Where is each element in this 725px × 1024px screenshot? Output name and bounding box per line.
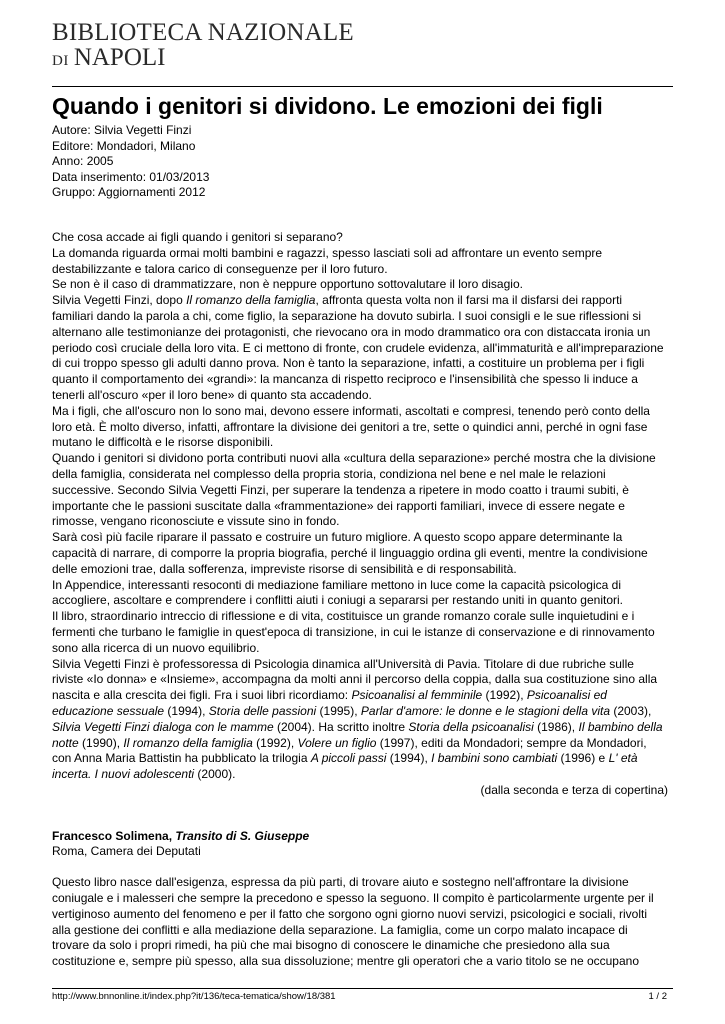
- footer-url: http://www.bnnonline.it/index.php?it/136/teca-tematica/show/18/381: [52, 991, 336, 1002]
- text-segment: rimosse, vengano riconosciute e vissute sino in fondo.: [52, 514, 340, 529]
- text-line: [52, 262, 682, 278]
- text-line: [52, 293, 682, 309]
- text-segment: loro età. È molto diverso, infatti, affrontare la divisione dei genitori a tre, sette o quindici anni, perché in ogni fase: [52, 419, 648, 434]
- text-segment: fermenti che turbano le famiglie in quest'epoca di transizione, in cui le istanze di conservazione e di rinnovamento: [52, 624, 655, 639]
- record-metadata: [52, 123, 209, 201]
- text-segment: Sarà così più facile riparare il passato e costruire un futuro migliore. A questo scopo appare determinante la: [52, 530, 623, 545]
- text-segment: (1997), editi da Mondadori; sempre da Mondadori,: [376, 735, 647, 750]
- text-line: [52, 483, 682, 499]
- text-line: alla gestione dei conflitti e alla mediazione della separazione. La famiglia, come un corpo malato incapace di: [52, 922, 628, 937]
- spacer: [52, 814, 682, 829]
- text-segment: (1994),: [386, 751, 432, 766]
- text-line: [52, 562, 682, 578]
- text-segment: periodo così cruciale della loro vita. E ci mettono di fronte, con crudele evidenza, all'immaturità e all'impreparazione: [52, 340, 664, 355]
- italic-title-segment: A piccoli passi: [310, 751, 387, 766]
- meta-author: Autore: Silvia Vegetti Finzi: [52, 123, 192, 137]
- artwork-artist: Francesco Solimena,: [52, 828, 176, 843]
- library-logo: [52, 20, 354, 70]
- page-number: 1 / 2: [648, 991, 667, 1002]
- text-segment: Silvia Vegetti Finzi è professoressa di Psicologia dinamica all'Università di Pavia. Titolare di due rubriche sulle: [52, 656, 634, 671]
- text-segment: In Appendice, interessanti resoconti di mediazione familiare mettono in luce come la capacità psicologica di: [52, 577, 621, 592]
- text-segment: destabilizzante e talora carico di conseguenze per il loro futuro.: [52, 261, 388, 276]
- text-segment: successive. Secondo Silvia Vegetti Finzi, per superare la tendenza a ripetere in modo coatto i traumi subiti, è: [52, 482, 629, 497]
- text-line: [52, 230, 682, 246]
- text-segment: (1994),: [164, 703, 209, 718]
- second-text-lines: [52, 875, 682, 970]
- text-segment: alternano alle testimonianze dei protagonisti, che rievocano ora in modo drammatico ora con distaccata ironia un: [52, 324, 651, 339]
- logo-line1: BIBLIOTECA NAZIONALE: [52, 19, 354, 46]
- text-segment: quanto il comportamento dei «grandi»: la mancanza di rispetto reciproco e l'insensibilità che spesso li induce a: [52, 372, 638, 387]
- italic-title-segment: I bambini sono cambiati: [431, 751, 558, 766]
- logo-line2: [52, 45, 354, 70]
- text-segment: La domanda riguarda ormai molti bambini e ragazzi, spesso lasciati soli ad affrontare un evento sempre: [52, 245, 603, 260]
- text-line: [52, 625, 682, 641]
- text-segment: (1992),: [482, 688, 527, 703]
- meta-publisher: Editore: Mondadori, Milano: [52, 138, 196, 153]
- text-line: [52, 420, 682, 436]
- text-segment: (1992),: [252, 735, 298, 750]
- text-segment: Il libro, straordinario intreccio di riflessione e di vita, costituisce un grande romanzo corale sulle inquietudini e i: [52, 609, 635, 624]
- text-line: [52, 593, 682, 609]
- text-segment: importante che le passioni suscitate dalla «frammentazione» dei rapporti familiari, invece di essere negate e: [52, 498, 625, 513]
- italic-title-segment: notte: [52, 735, 79, 750]
- artwork-caption: [52, 829, 682, 845]
- logo-di: DI: [52, 53, 69, 69]
- italic-title-segment: Il romanzo della famiglia: [123, 735, 253, 750]
- text-segment: , affronta questa volta non il farsi ma il disfarsi dei rapporti: [315, 293, 623, 308]
- text-segment: Ma i figli, che all'oscuro non lo sono mai, devono essere informati, ascoltati e compresi, tenendo però conto della: [52, 403, 650, 418]
- text-segment: con Anna Maria Battistin ha pubblicato la trilogia: [52, 751, 311, 766]
- text-segment: delle emozioni trae, dalla sofferenza, impreviste risorse di sensibilità e di responsabilità.: [52, 561, 517, 576]
- artwork-title: Transito di S. Giuseppe: [175, 828, 310, 843]
- text-line: [52, 372, 682, 388]
- description-text: [52, 230, 682, 970]
- italic-title-segment: Il bambino della: [578, 719, 663, 734]
- text-segment: (2000).: [194, 767, 236, 782]
- italic-title-segment: educazione sessuale: [52, 703, 165, 718]
- header-divider: [52, 86, 673, 87]
- text-segment: tenerli all'oscuro «per il loro bene» di quanto sta accadendo.: [52, 387, 372, 402]
- text-line: [52, 546, 682, 562]
- text-line: [52, 451, 682, 467]
- text-segment: riviste «Io donna» e «Insieme», accompagna da molti anni il percorso della coppia, dalla sua costituzione sino alla: [52, 672, 658, 687]
- italic-title-segment: Silvia Vegetti Finzi dialoga con le mamme: [52, 719, 274, 734]
- text-segment: Quando i genitori si dividono porta contributi nuovi alla «cultura della separazione» perché mostra che la divisione: [52, 451, 656, 466]
- text-line: [52, 246, 682, 262]
- text-line: [52, 325, 682, 341]
- text-segment: capacità di narrare, di comporre la propria biografia, perché il linguaggio ordina gli eventi, mentre la condivisione: [52, 545, 648, 560]
- description-lines: [52, 230, 682, 783]
- italic-title-segment: Psicoanalisi al femminile: [351, 688, 483, 703]
- text-line: [52, 467, 682, 483]
- text-line: [52, 530, 682, 546]
- text-line: [52, 704, 682, 720]
- text-line: [52, 309, 682, 325]
- text-line: [52, 388, 682, 404]
- record-title: Quando i genitori si dividono. Le emozioni dei figli: [52, 93, 603, 119]
- text-line: [52, 341, 682, 357]
- text-line: [52, 277, 682, 293]
- italic-title-segment: Parlar d'amore: le donne e le stagioni della vita: [360, 703, 610, 718]
- artwork-location: Roma, Camera dei Deputati: [52, 844, 201, 859]
- text-line: [52, 736, 682, 752]
- text-segment: Che cosa accade ai figli quando i genitori si separano?: [52, 230, 343, 244]
- text-segment: nascita e alla crescita dei figli. Fra i suoi libri ricordiamo:: [52, 688, 352, 703]
- text-line: [52, 514, 682, 530]
- text-line: [52, 720, 682, 736]
- text-segment: (1986),: [533, 719, 579, 734]
- text-segment: accogliere, ascoltare e comprendere i conflitti aiuti i coniugi a separarsi per restando uniti in quanto genitori.: [52, 593, 623, 608]
- text-line: [52, 404, 682, 420]
- text-line: vertiginoso aumento del fenomeno e per il fatto che sorgono ogni giorno nuovi servizi, psicologici e sociali, rivolti: [52, 906, 647, 921]
- spacer: [52, 799, 682, 814]
- text-segment: (2003),: [610, 703, 652, 718]
- text-line: [52, 435, 682, 451]
- meta-date-added: Data inserimento: 01/03/2013: [52, 169, 210, 184]
- text-segment: di cui troppo spesso gli adulti danno prova. Non è tanto la separazione, infatti, a costituire un problema per i figli: [52, 356, 645, 371]
- italic-title-segment: Volere un figlio: [297, 735, 377, 750]
- italic-title-segment: Psicoanalisi ed: [526, 688, 607, 703]
- text-segment: mutano le difficoltà e le risorse disponibili.: [52, 435, 274, 450]
- italic-title-segment: Storia della psicoanalisi: [408, 719, 534, 734]
- italic-title-segment: Il romanzo della famiglia: [186, 293, 316, 308]
- meta-year: Anno: 2005: [52, 154, 114, 169]
- text-line: [52, 578, 682, 594]
- text-line: [52, 609, 682, 625]
- italic-title-segment: incerta. I nuovi adolescenti: [52, 767, 195, 782]
- text-line: [52, 641, 682, 657]
- text-line: coniugale e i malesseri che sempre la precedono e spesso la seguono. Il compito è particolarmente urgente per il: [52, 891, 654, 906]
- logo-city: NAPOLI: [73, 44, 166, 71]
- italic-title-segment: L' età: [608, 751, 638, 766]
- text-segment: (1995),: [316, 703, 361, 718]
- spacer: [52, 860, 682, 875]
- text-segment: familiari dando la parola a chi, come figlio, la separazione ha dovuto subirla. I suoi consigli e le sue riflessioni si: [52, 308, 641, 323]
- text-line: Questo libro nasce dall'esigenza, espressa da più parti, di trovare aiuto e sostegno nell'affrontare la divisione: [52, 875, 629, 890]
- source-note: (dalla seconda e terza di copertina): [480, 782, 668, 797]
- text-line: [52, 672, 682, 688]
- text-segment: (2004). Ha scritto inoltre: [273, 719, 409, 734]
- text-line: [52, 499, 682, 515]
- text-line: [52, 767, 682, 783]
- text-segment: sono alla ricerca di un nuovo equilibrio.: [52, 640, 260, 655]
- text-segment: (1996) e: [557, 751, 609, 766]
- text-segment: della famiglia, considerata nel complesso della propria storia, condiziona nel bene e nel male le relazioni: [52, 466, 606, 481]
- text-line: [52, 688, 682, 704]
- text-line: [52, 356, 682, 372]
- text-segment: (1990),: [78, 735, 124, 750]
- text-segment: Se non è il caso di drammatizzare, non è neppure opportuno sottovalutare il loro disagio.: [52, 277, 523, 292]
- text-line: [52, 657, 682, 673]
- footer-divider: [52, 988, 673, 989]
- meta-group: Gruppo: Aggiornamenti 2012: [52, 185, 206, 200]
- text-segment: Silvia Vegetti Finzi, dopo: [52, 293, 187, 308]
- italic-title-segment: Storia delle passioni: [208, 703, 317, 718]
- text-line: costituzione e, sempre più spesso, alla sua dissoluzione; mentre gli operatori che a vario titolo se ne occupano: [52, 954, 639, 969]
- text-line: [52, 751, 682, 767]
- text-line: trovare da solo i propri rimedi, ha più che mai bisogno di conoscere le dinamiche che presiedono alla sua: [52, 938, 610, 953]
